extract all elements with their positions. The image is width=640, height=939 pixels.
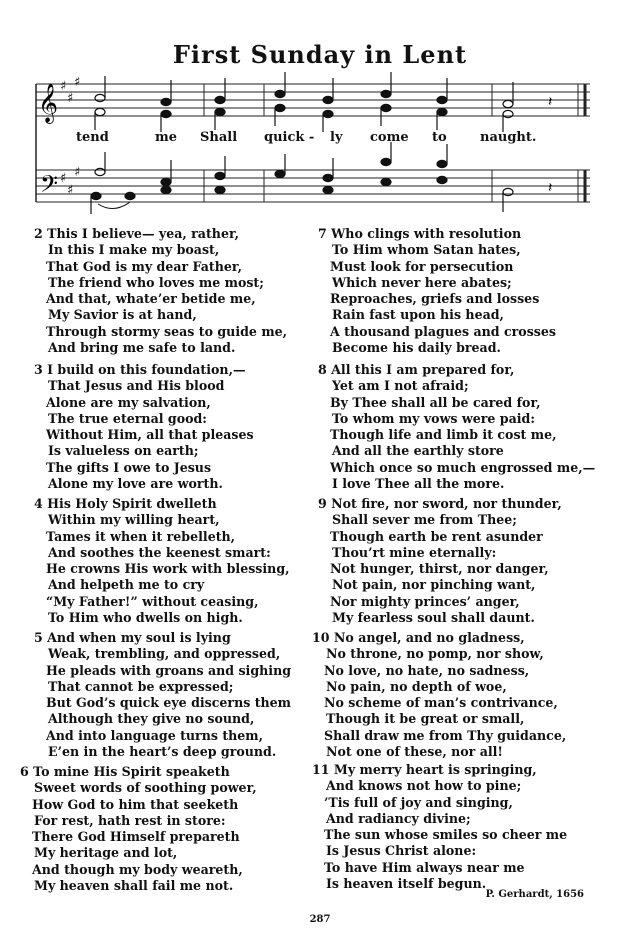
verse-3 <box>34 362 254 492</box>
verse-line: Alone are my salvation, <box>46 394 211 410</box>
verse-line: Although they give no sound, <box>48 711 255 727</box>
svg-text:♯: ♯ <box>67 183 74 198</box>
verse-line: No scheme of man’s contrivance, <box>324 695 558 711</box>
author-credit: P. Gerhardt, 1656 <box>485 889 584 900</box>
verse-line: Must look for persecution <box>330 258 514 274</box>
underlay-word: Shall <box>200 130 238 145</box>
verse-line: And knows not how to pine; <box>326 778 522 794</box>
verse-line: And though my body weareth, <box>32 861 243 877</box>
verse-line: Shall sever me from Thee; <box>332 512 517 528</box>
verse-line: How God to him that seeketh <box>32 796 239 812</box>
verse-line: Which never here abates; <box>332 274 512 290</box>
verse-line: Thou’rt mine eternally: <box>332 544 497 560</box>
verse-line: The sun whose smiles so cheer me <box>324 827 568 843</box>
verse-line: I love Thee all the more. <box>332 476 505 492</box>
verse-line: Rain fast upon his head, <box>332 307 504 323</box>
page-number: 287 <box>309 914 331 925</box>
verse-line: Within my willing heart, <box>48 512 220 528</box>
verse-line: Though it be great or small, <box>326 711 525 727</box>
verse-line: “My Father!” without ceasing, <box>46 593 259 609</box>
verse-line: My heaven shall fail me not. <box>34 878 234 894</box>
verse-line: Weak, trembling, and oppressed, <box>48 646 281 662</box>
verse-line: 8 All this I am prepared for, <box>318 362 515 377</box>
underlay-word: come <box>370 130 409 145</box>
verse-line: To whom my vows were paid: <box>332 410 535 426</box>
verse-10 <box>312 630 566 760</box>
verse-line: To Him whom Satan hates, <box>332 242 521 258</box>
verse-line: 7 Who clings with resolution <box>318 226 522 241</box>
verse-line: But God’s quick eye discerns them <box>46 695 292 711</box>
verse-line: Is valueless on earth; <box>48 443 199 459</box>
svg-text:𝄽: 𝄽 <box>548 94 553 110</box>
svg-text:♯: ♯ <box>74 165 81 180</box>
verse-line: E’en in the heart’s deep ground. <box>48 744 277 760</box>
verse-line: My fearless soul shall daunt. <box>332 610 535 626</box>
underlay-word: quick - <box>264 130 315 145</box>
verse-line: For rest, hath rest in store: <box>34 812 226 828</box>
verse-line: To have Him always near me <box>324 859 525 875</box>
verse-2 <box>34 226 287 356</box>
verse-5 <box>34 630 291 760</box>
verse-line: The friend who loves me most; <box>48 274 264 290</box>
verse-line: 2 This I believe— yea, rather, <box>34 226 240 241</box>
verse-line: That Jesus and His blood <box>48 378 225 394</box>
verse-line: Without Him, all that pleases <box>46 427 254 443</box>
underlay-word: ly <box>330 130 343 145</box>
verse-line: 10 No angel, and no gladness, <box>312 630 525 645</box>
verse-line: Not hunger, thirst, nor danger, <box>330 561 549 577</box>
verse-4 <box>34 496 290 626</box>
verse-line: Shall draw me from Thy guidance, <box>324 727 567 743</box>
verse-line: Not pain, nor pinching want, <box>332 577 536 593</box>
verse-line: That cannot be expressed; <box>48 678 234 694</box>
verse-line: The gifts I owe to Jesus <box>46 459 212 475</box>
verse-line: He crowns His work with blessing, <box>46 561 290 577</box>
verse-11 <box>312 762 567 892</box>
verse-6 <box>20 764 257 894</box>
verse-line: Though life and limb it cost me, <box>330 427 557 443</box>
svg-text:♯: ♯ <box>67 91 74 106</box>
verse-line: No pain, no depth of woe, <box>326 678 507 694</box>
underlay-word: to <box>432 130 447 145</box>
verse-line: 9 Not fire, nor sword, nor thunder, <box>318 496 562 511</box>
verse-line: The true eternal good: <box>48 410 207 426</box>
verse-line: Though earth be rent asunder <box>330 528 543 544</box>
verse-line: No love, no hate, no sadness, <box>324 662 530 678</box>
verse-line: No throne, no pomp, nor show, <box>326 646 544 662</box>
verse-line: And all the earthly store <box>332 443 504 459</box>
verse-8 <box>318 362 595 492</box>
verse-line: 6 To mine His Spirit speaketh <box>20 764 230 779</box>
verse-line: To Him who dwells on high. <box>48 610 243 626</box>
verse-line: Is Jesus Christ alone: <box>326 843 477 859</box>
verse-line: Not one of these, nor all! <box>326 744 503 760</box>
verse-line: Sweet words of soothing power, <box>34 780 257 796</box>
svg-text:♯: ♯ <box>60 79 67 94</box>
verse-line: My Savior is at hand, <box>48 307 197 323</box>
verse-line: And radiancy divine; <box>326 810 471 826</box>
verse-line: Reproaches, griefs and losses <box>330 291 540 307</box>
verse-line: And that, whate’er betide me, <box>46 291 256 307</box>
verse-line: And soothes the keenest smart: <box>48 544 271 560</box>
verse-line: And bring me safe to land. <box>48 340 236 356</box>
verse-line: That God is my dear Father, <box>46 258 243 274</box>
verse-line: My heritage and lot, <box>34 845 178 861</box>
verse-line: 5 And when my soul is lying <box>34 630 231 645</box>
underlay-word: tend <box>76 130 109 145</box>
verse-line: 3 I build on this foundation,— <box>34 362 246 377</box>
verse-line: And into language turns them, <box>46 727 264 743</box>
svg-text:♯: ♯ <box>60 171 67 186</box>
svg-text:𝄽: 𝄽 <box>548 180 553 196</box>
verse-line: Through stormy seas to guide me, <box>46 323 288 339</box>
verse-line: Alone my love are worth. <box>48 476 223 492</box>
verse-line: A thousand plagues and crosses <box>330 323 556 339</box>
verse-line: Nor mighty princes’ anger, <box>330 593 520 609</box>
verse-line: And helpeth me to cry <box>48 577 205 593</box>
verse-line: In this I make my boast, <box>48 242 220 258</box>
verse-line: Become his daily bread. <box>332 340 501 356</box>
verse-line: Tames it when it rebelleth, <box>46 528 236 544</box>
verse-line: 4 His Holy Spirit dwelleth <box>34 496 217 511</box>
verse-line: Yet am I not afraid; <box>332 378 469 394</box>
verse-line: Is heaven itself begun. <box>326 876 487 892</box>
verse-line: ’Tis full of joy and singing, <box>324 794 513 810</box>
underlay-word: me <box>155 130 178 145</box>
svg-text:𝄢: 𝄢 <box>40 170 59 203</box>
verse-line: There God Himself prepareth <box>32 829 240 845</box>
hymn-title: First Sunday in Lent <box>172 40 468 69</box>
svg-text:𝄞: 𝄞 <box>38 83 59 123</box>
verse-line: 11 My merry heart is springing, <box>312 762 537 777</box>
verse-line: By Thee shall all be cared for, <box>330 394 541 410</box>
verse-9 <box>318 496 562 626</box>
underlay-word: naught. <box>480 130 537 145</box>
music-score <box>30 72 600 222</box>
verse-line: He pleads with groans and sighing <box>46 662 292 678</box>
verse-line: Which once so much engrossed me,— <box>330 459 596 475</box>
verse-7 <box>318 226 556 356</box>
svg-text:♯: ♯ <box>74 75 81 90</box>
